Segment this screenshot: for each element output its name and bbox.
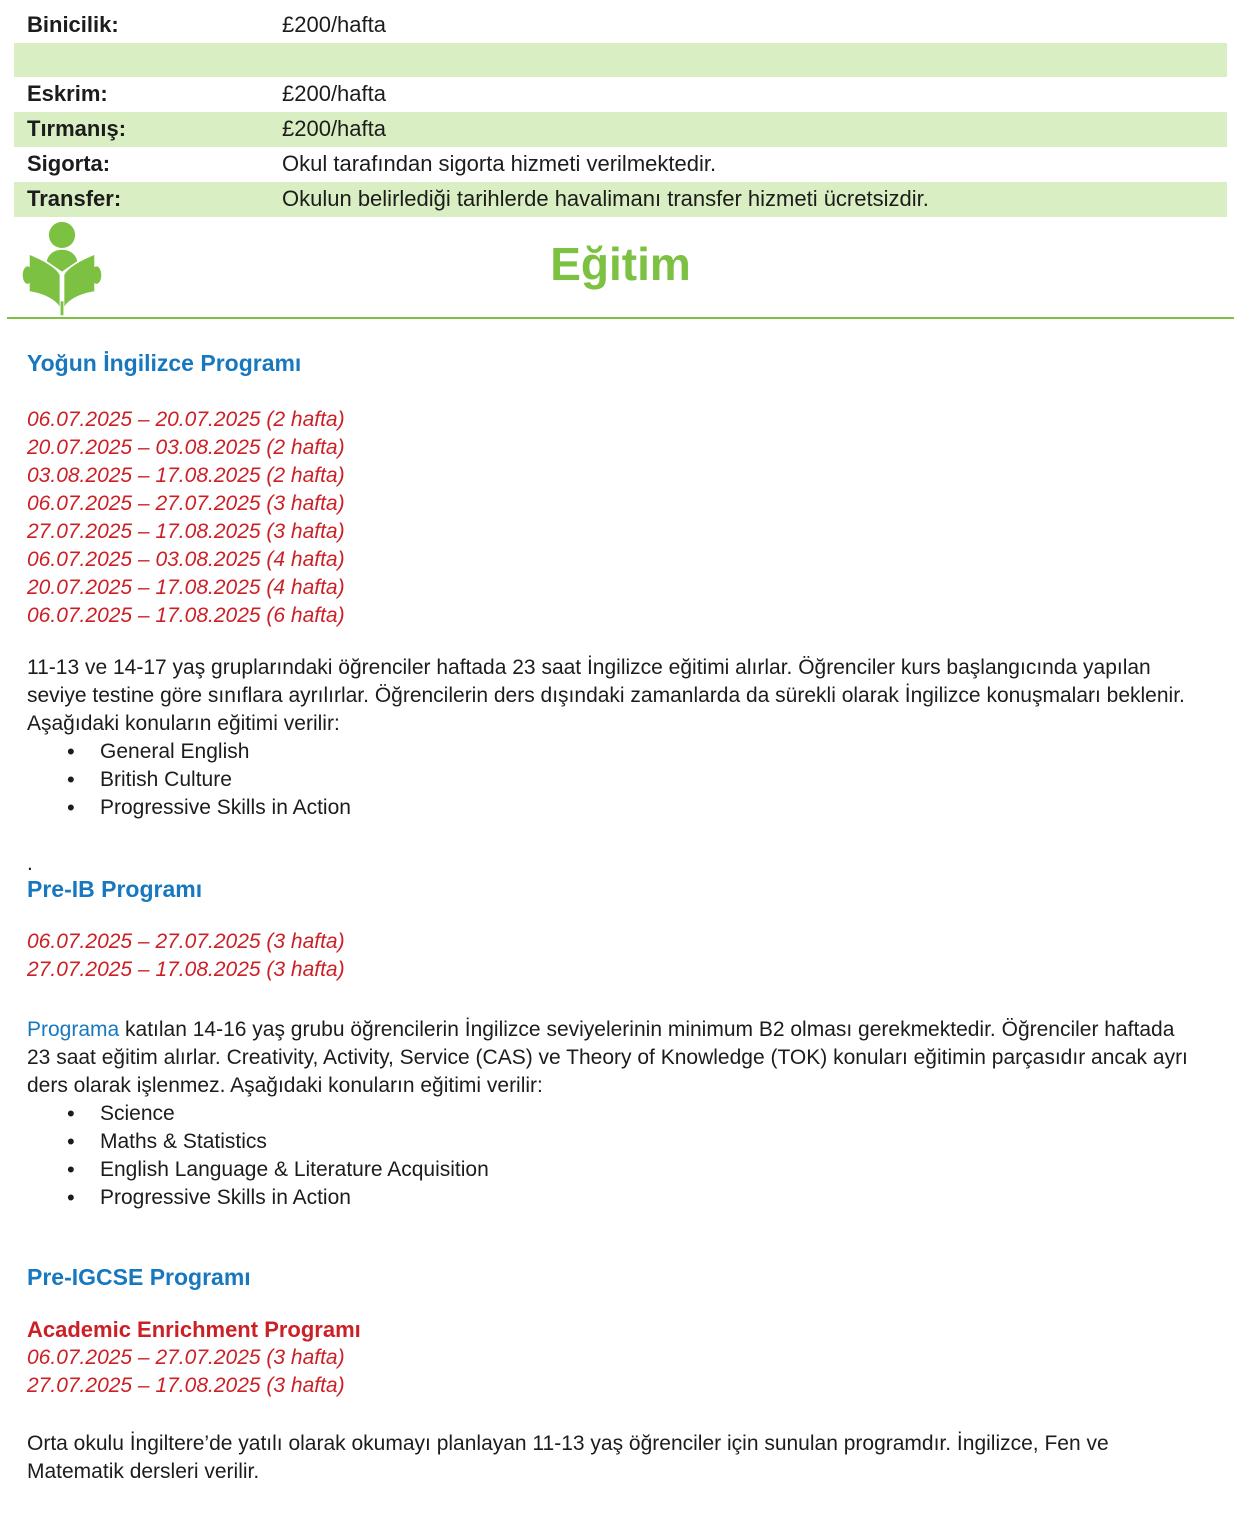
intensive-english-paragraph: 11-13 ve 14-17 yaş gruplarındaki öğrenciler haftada 23 saat İngilizce eğitimi alırlar. Öğrenciler kurs başlangıcında yapılan seviye testine göre sınıflara ayrılırlar. Öğrencilerin ders dışındaki zamanlarda da sürekli olarak İngilizce konuşmaları beklenir. Aşağıdaki konuların eğitimi verilir: xyxy=(27,656,1185,735)
academic-enrichment-title: Academic Enrichment Programı xyxy=(27,1317,361,1342)
row-value: £200/hafta xyxy=(282,12,386,37)
date-line: 27.07.2025 – 17.08.2025 (3 hafta) xyxy=(27,958,345,981)
table-row xyxy=(14,8,1227,43)
reading-person-icon xyxy=(16,221,108,317)
date-line: 06.07.2025 – 27.07.2025 (3 hafta) xyxy=(27,1346,345,1369)
list-item: • English Language & Literature Acquisition xyxy=(27,1156,1201,1184)
table-row xyxy=(14,77,1227,112)
date-line: 06.07.2025 – 17.08.2025 (6 hafta) xyxy=(27,604,345,627)
date-line: 20.07.2025 – 03.08.2025 (2 hafta) xyxy=(27,436,345,459)
row-label: Eskrim: xyxy=(27,81,108,106)
date-line: 20.07.2025 – 17.08.2025 (4 hafta) xyxy=(27,576,345,599)
row-value: Okul tarafından sigorta hizmeti verilmektedir. xyxy=(282,151,717,176)
academic-enrichment-date-list xyxy=(27,1344,1201,1400)
row-value: Okulun belirlediği tarihlerde havalimanı transfer hizmeti ücretsizdir. xyxy=(269,182,1227,217)
row-value: £200/hafta xyxy=(269,112,1227,147)
row-label: Transfer: xyxy=(14,182,269,217)
document-body xyxy=(0,350,1241,1486)
date-line: 06.07.2025 – 20.07.2025 (2 hafta) xyxy=(27,408,345,431)
row-label: Tırmanış: xyxy=(14,112,269,147)
list-item: • British Culture xyxy=(27,766,1201,794)
section-title-intensive-english: Yoğun İngilizce Programı xyxy=(27,350,302,376)
intensive-english-date-list xyxy=(27,406,1201,630)
academic-enrichment-paragraph: Orta okulu İngiltere’de yatılı olarak okumayı planlayan 11-13 yaş öğrenciler için sunulan programdır. İngilizce, Fen ve Matematik dersleri verilir. xyxy=(27,1432,1109,1483)
table-row xyxy=(14,112,1227,147)
stray-period: . xyxy=(27,852,33,875)
page-title: Eğitim xyxy=(550,238,691,290)
row-value: £200/hafta xyxy=(282,81,386,106)
list-item: • Progressive Skills in Action xyxy=(27,794,1201,822)
section-title-pre-igcse: Pre-IGCSE Programı xyxy=(27,1264,251,1290)
section-title-pre-ib: Pre-IB Programı xyxy=(27,876,203,902)
list-item: • Progressive Skills in Action xyxy=(27,1184,1201,1212)
education-section-header xyxy=(0,217,1241,317)
date-line: 06.07.2025 – 27.07.2025 (3 hafta) xyxy=(27,930,345,953)
date-line: 03.08.2025 – 17.08.2025 (2 hafta) xyxy=(27,464,345,487)
date-line: 27.07.2025 – 17.08.2025 (3 hafta) xyxy=(27,1374,345,1397)
pre-ib-date-list xyxy=(27,928,1201,984)
row-label xyxy=(14,43,269,77)
list-item: • General English xyxy=(27,738,1201,766)
list-item: • Maths & Statistics xyxy=(27,1128,1201,1156)
programa-highlighted-word: Programa xyxy=(27,1018,120,1041)
intensive-english-bullet-list xyxy=(27,738,1201,822)
table-row xyxy=(14,43,1227,77)
list-item: • Science xyxy=(27,1100,1201,1128)
row-value xyxy=(269,43,1227,77)
table-row xyxy=(14,147,1227,182)
pre-ib-paragraph xyxy=(27,1016,1201,1100)
row-label: Binicilik: xyxy=(27,12,119,37)
date-line: 06.07.2025 – 27.07.2025 (3 hafta) xyxy=(27,492,345,515)
pre-ib-paragraph-text: katılan 14-16 yaş grubu öğrencilerin İngilizce seviyelerinin minimum B2 olması gerekmektedir. Öğrenciler haftada 23 saat eğitim alırlar. Creativity, Activity, Service (CAS) ve Theory of Knowledge (TOK) konuları eğitimin parçasıdır ancak ayrı ders olarak işlenmez. Aşağıdaki konuların eğitimi verilir: xyxy=(27,1018,1188,1097)
table-row xyxy=(14,182,1227,217)
header-divider xyxy=(7,317,1234,319)
pre-ib-bullet-list xyxy=(27,1100,1201,1212)
date-line: 06.07.2025 – 03.08.2025 (4 hafta) xyxy=(27,548,345,571)
prices-table xyxy=(14,8,1227,217)
row-label: Sigorta: xyxy=(27,151,111,176)
date-line: 27.07.2025 – 17.08.2025 (3 hafta) xyxy=(27,520,345,543)
